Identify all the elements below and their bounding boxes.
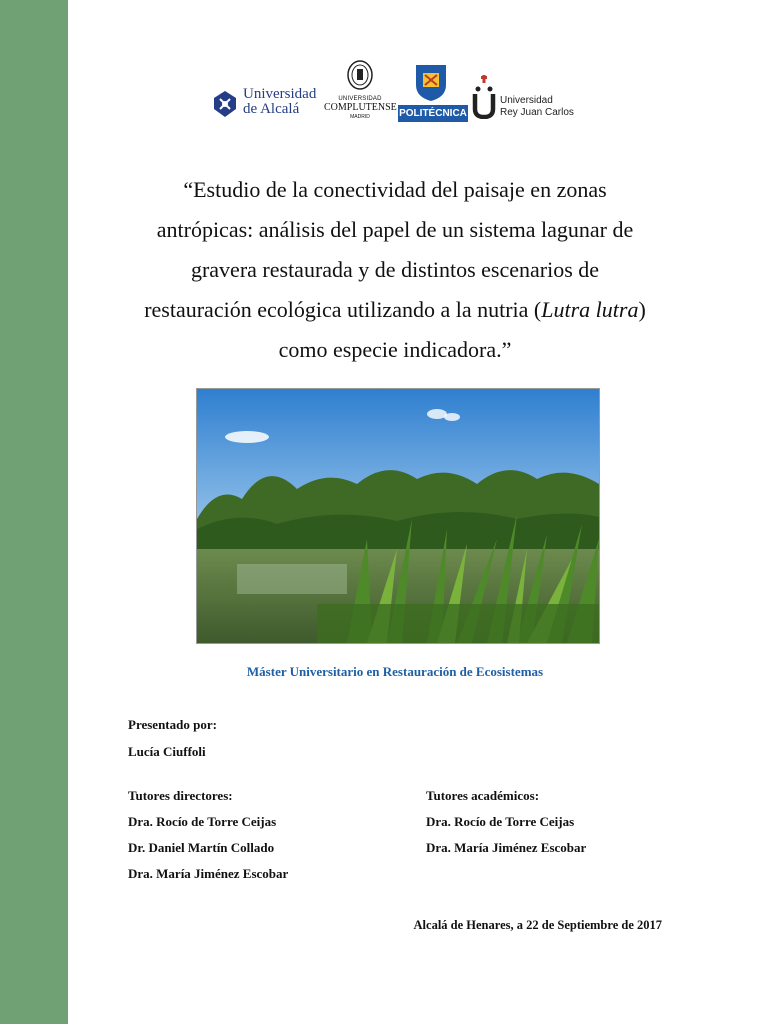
upm-shield-icon: [412, 63, 450, 103]
urjc-name: [500, 95, 574, 119]
author-name: Lucía Ciuffoli: [128, 744, 206, 759]
academic-tutors-label: Tutores académicos:: [426, 788, 540, 803]
title-line-1: “Estudio de la conectividad del paisaje en zonas: [183, 177, 607, 202]
urjc-mark-icon: [472, 75, 496, 119]
director-name: Dra. Rocío de Torre Ceijas: [128, 814, 277, 829]
academic-tutor-name: Dra. María Jiménez Escobar: [426, 840, 587, 855]
academic-tutor-name: Dra. Rocío de Torre Ceijas: [426, 814, 575, 829]
title-line-4-close: ): [638, 297, 646, 322]
logo-complutense: [324, 55, 396, 125]
green-sidebar: [0, 0, 68, 1024]
species-name: Lutra lutra: [541, 297, 639, 322]
directors-label: Tutores directores:: [128, 788, 233, 803]
urjc-line2: Rey Juan Carlos: [500, 107, 574, 118]
title-line-4: [110, 290, 680, 330]
title-line-5: como especie indicadora.”: [278, 337, 512, 362]
uah-name: [243, 87, 316, 117]
ucm-line2: COMPLUTENSE: [324, 102, 397, 113]
logo-universidad-alcala: [210, 85, 322, 125]
director-name: Dr. Daniel Martín Collado: [128, 840, 275, 855]
uah-line2: de Alcalá: [243, 101, 300, 117]
thesis-title: [110, 170, 680, 370]
logo-rey-juan-carlos: [472, 75, 592, 121]
ucm-line1: UNIVERSIDAD: [338, 96, 382, 102]
uah-emblem-icon: [210, 89, 240, 119]
presented-by-label: Presentado por:: [128, 717, 217, 732]
master-program: Máster Universitario en Restauración de Ecosistemas: [246, 664, 544, 679]
logo-politecnica: [398, 63, 468, 125]
title-line-3: gravera restaurada y de distintos escenarios de: [190, 257, 600, 282]
ucm-line3: MADRID: [350, 114, 370, 120]
title-line-4-text: restauración ecológica utilizando a la nutria (: [144, 297, 542, 322]
lagoon-photo: [196, 388, 600, 644]
director-name: Dra. María Jiménez Escobar: [128, 866, 289, 881]
place-and-date: Alcalá de Henares, a 22 de Septiembre de 2017: [413, 918, 662, 932]
university-logos: [200, 55, 600, 125]
lagoon-landscape-image: [197, 389, 599, 643]
ucm-seal-icon: [346, 59, 374, 91]
uah-line1: Universidad: [243, 86, 317, 102]
upm-label: POLITÉCNICA: [398, 105, 468, 122]
urjc-line1: Universidad: [500, 95, 553, 106]
title-line-2: antrópicas: análisis del papel de un sistema lagunar de: [156, 217, 634, 242]
